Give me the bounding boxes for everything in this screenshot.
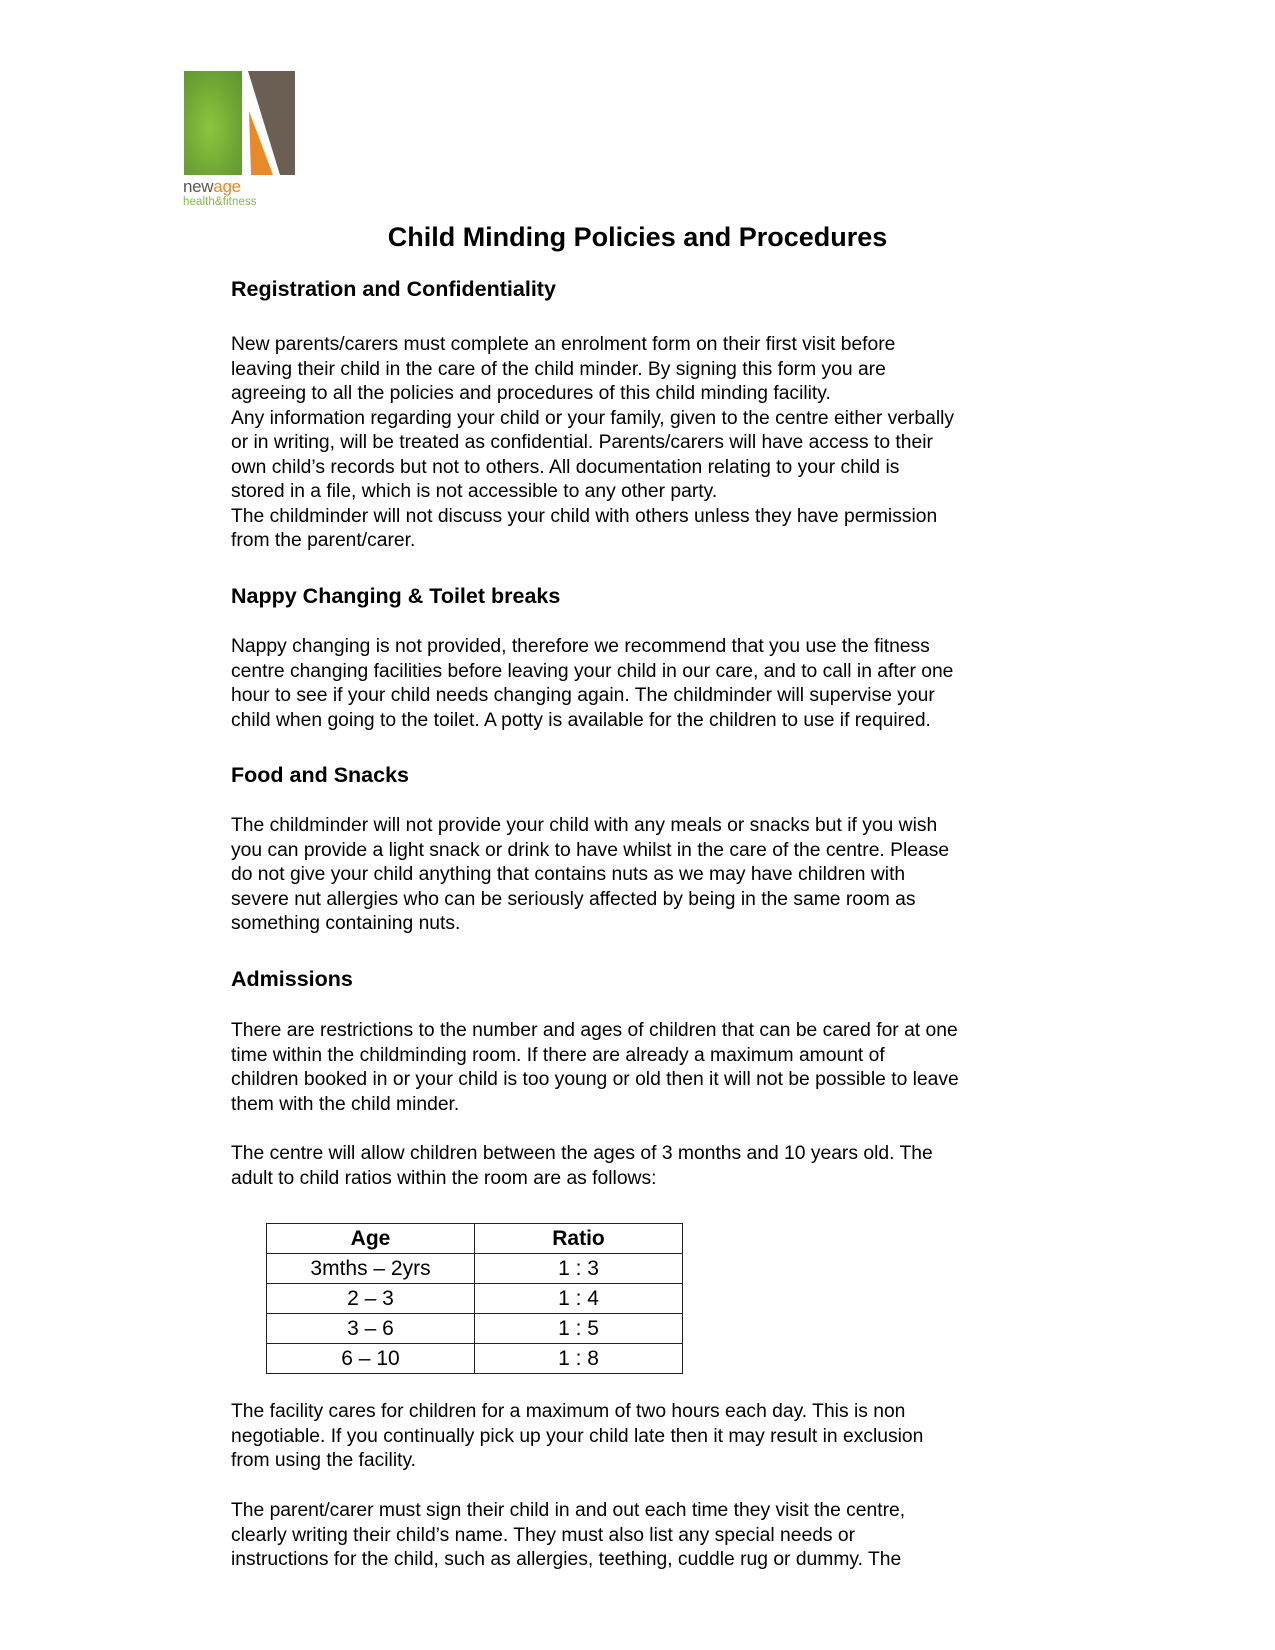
ratio-cell: 1 : 8 bbox=[475, 1344, 683, 1374]
text-line: centre changing facilities before leaving your child in our care, and to call in after one bbox=[231, 660, 954, 682]
text-line: negotiable. If you continually pick up your child late then it may result in exclusion bbox=[231, 1425, 924, 1447]
text-line: The centre will allow children between the ages of 3 months and 10 years old. The bbox=[231, 1143, 933, 1164]
text-line: Any information regarding your child or your family, given to the centre either verbally bbox=[231, 407, 955, 429]
text-line: do not give your child anything that contains nuts as we may have children with bbox=[231, 864, 906, 885]
age-ratio-table bbox=[266, 1223, 683, 1374]
paragraph-registration bbox=[231, 333, 954, 554]
section-heading-nappy-changing: Nappy Changing & Toilet breaks bbox=[231, 584, 561, 608]
text-line: severe nut allergies who can be seriously affected by being in the same room as bbox=[231, 888, 916, 910]
age-cell: 2 – 3 bbox=[267, 1284, 475, 1314]
table-header-row bbox=[267, 1224, 683, 1254]
paragraph-admissions-restrictions bbox=[231, 1019, 959, 1117]
table-row bbox=[267, 1254, 683, 1284]
logo-word-new: new bbox=[183, 177, 214, 196]
text-line: from the parent/carer. bbox=[231, 530, 416, 551]
logo-word-age: age bbox=[213, 177, 241, 196]
text-line: children booked in or your child is too young or old then it will not be possible to leave bbox=[231, 1069, 959, 1090]
document-title: Child Minding Policies and Procedures bbox=[387, 222, 888, 252]
text-line: clearly writing their child’s name. They must also list any special needs or bbox=[231, 1524, 856, 1546]
paragraph-sign-in-out bbox=[231, 1499, 905, 1573]
logo-tagline: health&fitness bbox=[183, 196, 257, 208]
table-row bbox=[267, 1314, 683, 1344]
paragraph-food-snacks bbox=[231, 814, 949, 937]
section-heading-admissions: Admissions bbox=[231, 967, 353, 991]
column-header-ratio: Ratio bbox=[475, 1224, 683, 1254]
age-cell: 3mths – 2yrs bbox=[267, 1254, 475, 1284]
text-line: them with the child minder. bbox=[231, 1093, 460, 1115]
logo-wordmark bbox=[183, 177, 241, 196]
ratio-cell: 1 : 3 bbox=[475, 1254, 683, 1284]
text-line: hour to see if your child needs changing again. The childminder will supervise your bbox=[231, 685, 935, 706]
text-line: New parents/carers must complete an enrolment form on their first visit before bbox=[231, 334, 896, 355]
text-line: agreeing to all the policies and procedures of this child minding facility. bbox=[231, 383, 831, 404]
ratio-cell: 1 : 4 bbox=[475, 1284, 683, 1314]
text-line: from using the facility. bbox=[231, 1450, 417, 1471]
column-header-age: Age bbox=[267, 1224, 475, 1254]
text-line: The facility cares for children for a maximum of two hours each day. This is non bbox=[231, 1401, 906, 1422]
paragraph-max-hours bbox=[231, 1400, 923, 1474]
company-logo bbox=[183, 71, 295, 211]
age-cell: 3 – 6 bbox=[267, 1314, 475, 1344]
table-row bbox=[267, 1284, 683, 1314]
text-line: The childminder will not discuss your child with others unless they have permission bbox=[231, 505, 938, 527]
text-line: child when going to the toilet. A potty is available for the children to use if required. bbox=[231, 709, 931, 731]
section-heading-food-snacks: Food and Snacks bbox=[231, 763, 410, 787]
text-line: There are restrictions to the number and ages of children that can be cared for at one bbox=[231, 1020, 958, 1041]
text-line: adult to child ratios within the room are as follows: bbox=[231, 1167, 657, 1189]
text-line: time within the childminding room. If there are already a maximum amount of bbox=[231, 1044, 885, 1066]
paragraph-admissions-ages bbox=[231, 1142, 933, 1191]
text-line: leaving their child in the care of the child minder. By signing this form you are bbox=[231, 358, 886, 380]
table-row bbox=[267, 1344, 683, 1374]
text-line: instructions for the child, such as allergies, teething, cuddle rug or dummy. The bbox=[231, 1549, 902, 1570]
text-line: you can provide a light snack or drink to have whilst in the care of the centre. Please bbox=[231, 839, 950, 861]
text-line: stored in a file, which is not accessible to any other party. bbox=[231, 481, 718, 502]
paragraph-nappy-changing bbox=[231, 635, 953, 733]
text-line: Nappy changing is not provided, therefore we recommend that you use the fitness bbox=[231, 636, 930, 657]
logo-a-mark-icon bbox=[183, 71, 295, 175]
section-heading-registration: Registration and Confidentiality bbox=[231, 277, 556, 301]
text-line: something containing nuts. bbox=[231, 913, 461, 934]
text-line: own child’s records but not to others. All documentation relating to your child is bbox=[231, 456, 900, 478]
text-line: or in writing, will be treated as confidential. Parents/carers will have access to their bbox=[231, 432, 933, 453]
text-line: The parent/carer must sign their child in and out each time they visit the centre, bbox=[231, 1500, 906, 1521]
age-cell: 6 – 10 bbox=[267, 1344, 475, 1374]
ratio-cell: 1 : 5 bbox=[475, 1314, 683, 1344]
text-line: The childminder will not provide your child with any meals or snacks but if you wish bbox=[231, 815, 938, 836]
